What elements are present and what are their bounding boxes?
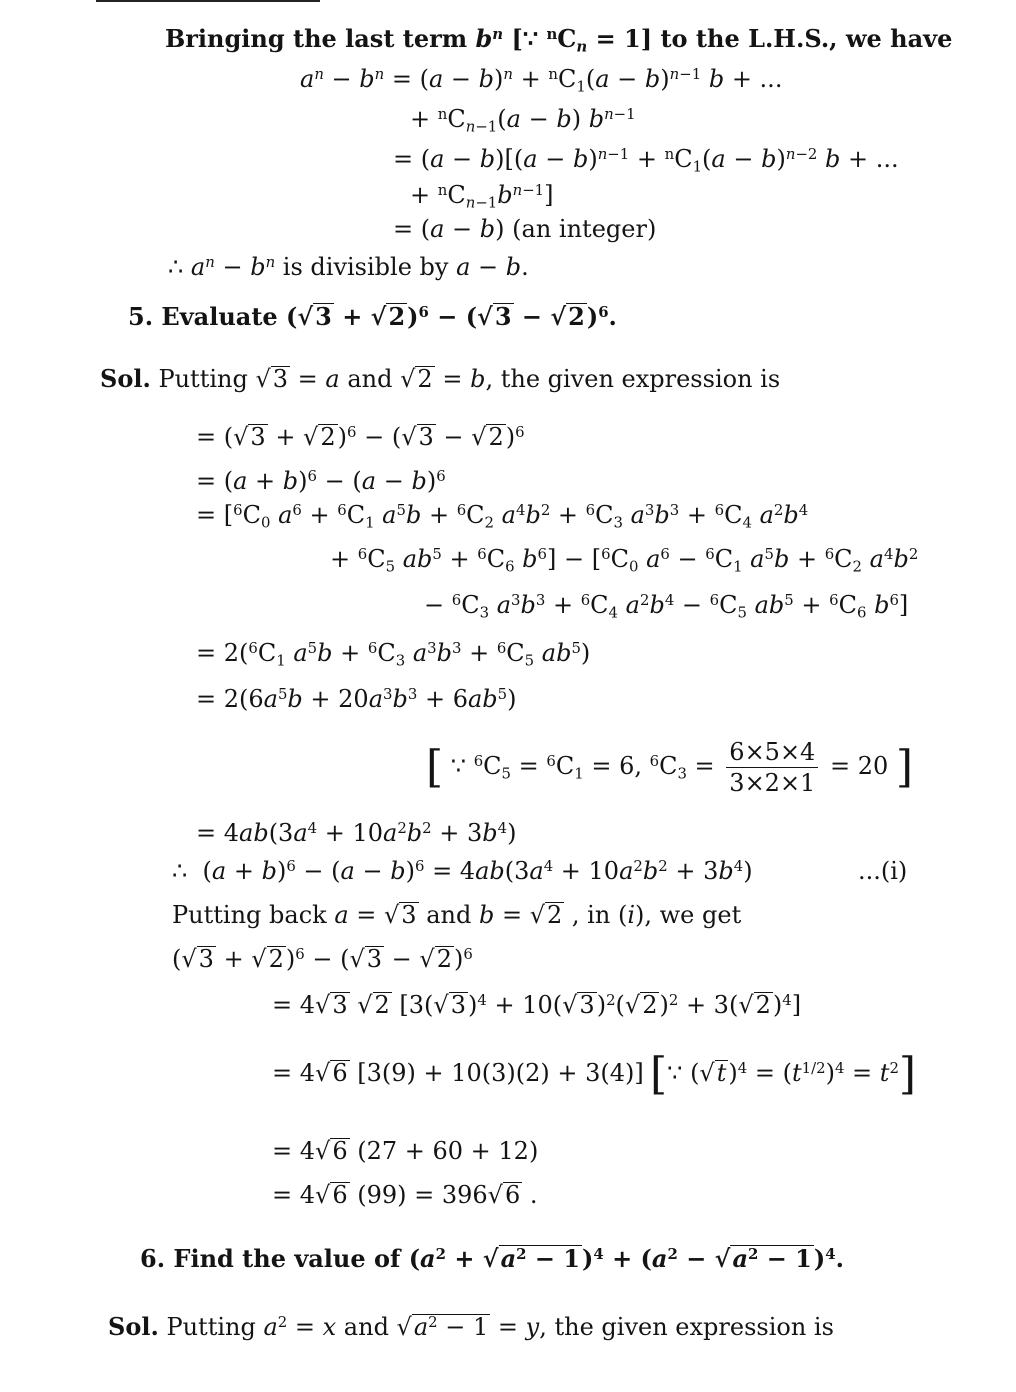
text-line-bringing: Bringing the last term $b^n$ [∵ $^nC_n = 1$] to the L.H.S., we have xyxy=(165,24,953,56)
solution-6-intro: Sol. Putting $a^2 = x$ and $√a^2 - 1 = y$, the given expression is xyxy=(108,1312,834,1341)
binomial-coefficient-note: [ ∵ $^6C_5 = ^6C_1 = 6$, $^6C_3$ = $\frac{6\times 5\times 4}{3\times 2\times 1}$ = 20 ] xyxy=(426,738,914,797)
equation-line: $(√3 + √2)^6 - (√3 - √2)^6$ xyxy=(172,944,473,973)
exponent-note: [∵ $(√t)^4 = (t^{1/2})^4 = t^2$] xyxy=(650,1048,917,1100)
coefficient-fraction xyxy=(726,737,818,798)
expansion-line: = [$^6C_0$ $a^6 + ^6C_1$ $a^5b + ^6C_2$ $a^4b^2 + ^6C_3$ $a^3b^3 + ^6C_4$ $a^2b^4$ xyxy=(196,500,809,532)
solution-5-intro: Sol. Putting √3 = a and √2 = b, the given expression is xyxy=(100,364,781,393)
result-equation-i: ∴ $(a + b)^6 - (a - b)^6 = 4ab(3a^4 + 10a^2b^2 + 3b^4)$ xyxy=(172,856,753,885)
equation-line: = 4√3 √2 $[3(√3)^4 + 10(√3)^2(√2)^2 + 3(√2)^4]$ xyxy=(272,990,802,1019)
question-5: 5. Evaluate $(√3 + √2)^6 - (√3 - √2)^6$. xyxy=(128,302,617,331)
text-line-putting-back: Putting back a = √3 and b = √2 , in (i), we get xyxy=(172,901,742,929)
equation-line: = $4ab(3a^4 + 10a^2b^2 + 3b^4)$ xyxy=(196,818,517,847)
equation-line: + $^nC_{n-1}b^{n-1}$] xyxy=(410,180,554,212)
equation-line: = $(a + b)^6 - (a - b)^6$ xyxy=(196,466,446,495)
equation-line: = $2(6a^5b + 20a^3b^3 + 6ab^5)$ xyxy=(196,684,517,713)
equation-line: = (a − b) (an integer) xyxy=(393,215,657,243)
equation-tag: ...(i) xyxy=(858,857,908,885)
equation-line: + $^nC_{n-1}(a - b)$ $b^{n-1}$ xyxy=(410,104,636,136)
equation-line: = $(a - b)[(a - b)^{n-1} + ^nC_1(a - b)^{n-2}$ b + ... xyxy=(393,144,899,176)
note-result: = 20 xyxy=(829,752,889,780)
question-6: 6. Find the value of $(a^2 + √a^2 - 1)^4 + (a^2 - √a^2 - 1)^4$. xyxy=(140,1244,844,1273)
conclusion-line: ∴ $a^n - b^n$ is divisible by a − b. xyxy=(168,252,529,281)
equation-line: = 4√6 (27 + 60 + 12) xyxy=(272,1137,539,1165)
expansion-line: + $^6C_5$ $ab^5 + ^6C_6$ $b^6] - [^6C_0$ $a^6 - ^6C_1$ $a^5b + ^6C_2$ $a^4b^2$ xyxy=(330,544,919,576)
equation-line: = $2(^6C_1$ $a^5b + ^6C_3$ $a^3b^3 + ^6C_5$ $ab^5$) xyxy=(196,638,591,670)
expansion-line: − $^6C_3$ $a^3b^3 + ^6C_4$ $a^2b^4 - ^6C_5$ $ab^5 + ^6C_6$ $b^6$] xyxy=(424,590,909,622)
equation-line: = $(√3 + √2)^6 - (√3 - √2)^6$ xyxy=(196,422,525,451)
equation-line: $a^n - b^n = (a - b)^n + ^nC_1(a - b)^{n-1}$ b + ... xyxy=(300,64,783,96)
fraction-numerator: 6×5×4 xyxy=(726,737,818,768)
equation-line: = 4√6 [3(9) + 10(3)(2) + 3(4)] xyxy=(272,1059,644,1087)
final-answer-line: = 4√6 (99) = 396√6 . xyxy=(272,1181,538,1209)
top-rule xyxy=(96,0,320,2)
fraction-denominator: 3×2×1 xyxy=(729,769,816,797)
